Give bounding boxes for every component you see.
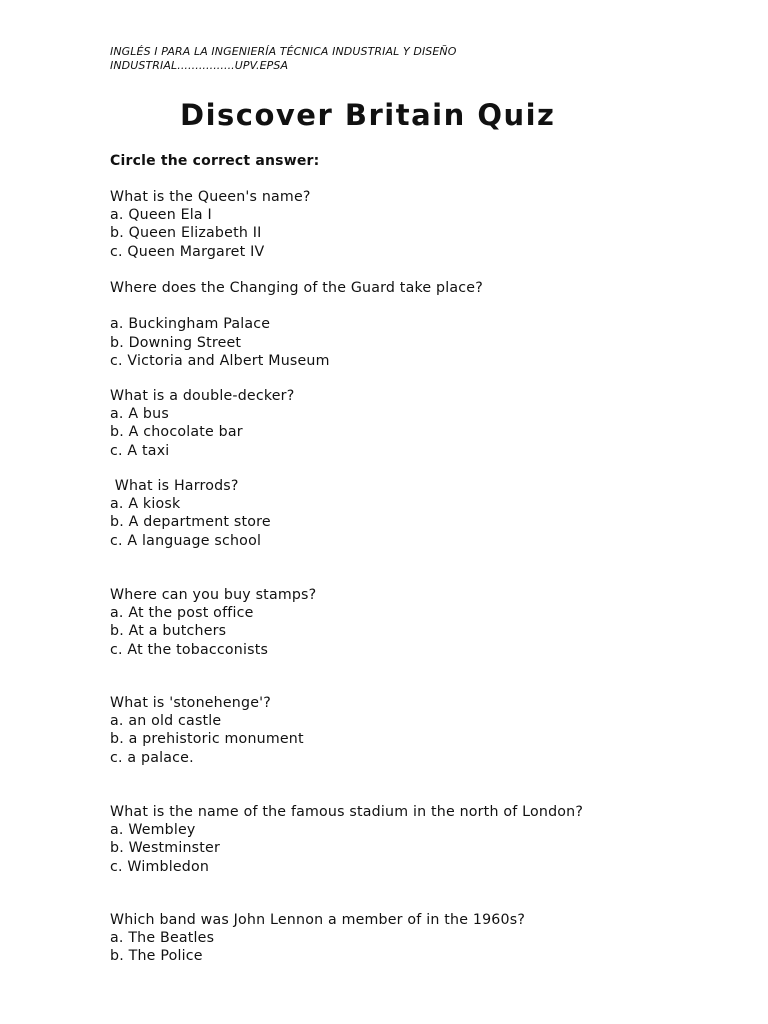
answer-option: c. A taxi bbox=[110, 442, 170, 459]
question-text: What is 'stonehenge'? bbox=[110, 695, 271, 711]
header-line-1: INGLÉS I PARA LA INGENIERÍA TÉCNICA INDUSTRIAL Y DISEÑO bbox=[110, 45, 457, 58]
answer-option: a. At the post office bbox=[110, 605, 254, 622]
question-text: What is the name of the famous stadium in the north of London? bbox=[110, 804, 584, 820]
answer-option: c. Wimbledon bbox=[110, 858, 210, 875]
instruction-text: Circle the correct answer: bbox=[110, 153, 320, 169]
document-header bbox=[110, 45, 457, 73]
question-text: Where can you buy stamps? bbox=[110, 587, 317, 603]
header-line-2: INDUSTRIAL................UPV.EPSA bbox=[110, 59, 289, 72]
answer-option: a. A kiosk bbox=[110, 496, 181, 513]
question-text: Where does the Changing of the Guard take place? bbox=[110, 280, 483, 296]
question-6 bbox=[110, 694, 304, 767]
page-title: Discover Britain Quiz bbox=[180, 98, 556, 132]
answer-option: a. an old castle bbox=[110, 713, 222, 730]
answer-option: a. Wembley bbox=[110, 822, 196, 839]
question-text: What is Harrods? bbox=[110, 478, 239, 494]
answer-option: b. At a butchers bbox=[110, 623, 227, 640]
answer-option: b. Downing Street bbox=[110, 334, 242, 351]
answer-option: b. Westminster bbox=[110, 840, 220, 857]
answer-option: b. The Police bbox=[110, 948, 203, 965]
answer-option: a. Queen Ela I bbox=[110, 207, 212, 224]
answer-option: a. A bus bbox=[110, 406, 169, 423]
question-text: Which band was John Lennon a member of in the 1960s? bbox=[110, 912, 526, 928]
question-text: What is a double-decker? bbox=[110, 388, 295, 404]
question-7 bbox=[110, 803, 583, 876]
answer-option: a. Buckingham Palace bbox=[110, 316, 271, 333]
answer-option: c. At the tobacconists bbox=[110, 641, 269, 658]
answer-option: b. a prehistoric monument bbox=[110, 731, 304, 748]
question-8 bbox=[110, 911, 525, 966]
answer-option: b. A department store bbox=[110, 514, 271, 531]
question-text: What is the Queen's name? bbox=[110, 189, 311, 205]
answer-option: c. A language school bbox=[110, 532, 262, 549]
answer-option: a. The Beatles bbox=[110, 930, 215, 947]
question-4 bbox=[110, 477, 271, 550]
answer-option: c. Queen Margaret IV bbox=[110, 243, 265, 260]
answer-option: c. Victoria and Albert Museum bbox=[110, 352, 330, 369]
answer-option: c. a palace. bbox=[110, 749, 194, 766]
question-5 bbox=[110, 586, 316, 659]
question-2 bbox=[110, 279, 483, 370]
answer-option: b. Queen Elizabeth II bbox=[110, 225, 262, 242]
question-3 bbox=[110, 387, 294, 460]
answer-option: b. A chocolate bar bbox=[110, 424, 243, 441]
question-1 bbox=[110, 188, 311, 261]
